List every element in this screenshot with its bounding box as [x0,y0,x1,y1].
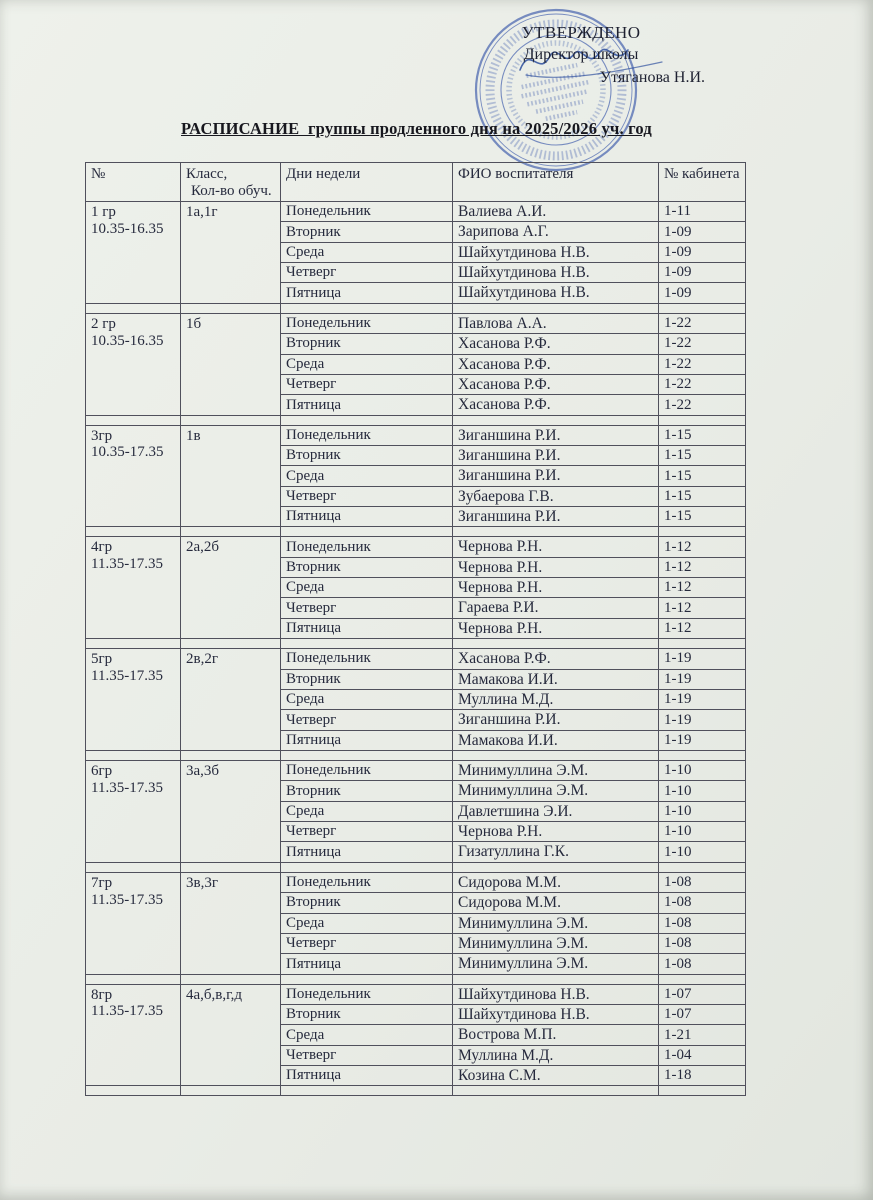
room-cell: 1-22 [659,395,746,415]
day-cell: Понедельник [281,313,453,333]
room-cell: 1-08 [659,893,746,913]
teacher-cell: Минимуллина Э.М. [453,760,659,780]
group-separator-row [86,527,746,537]
room-cell: 1-08 [659,954,746,974]
room-cell: 1-10 [659,781,746,801]
teacher-cell: Чернова Р.Н. [453,618,659,638]
room-cell: 1-10 [659,822,746,842]
schedule-row [86,649,746,669]
group-class-cell: 3в,3г [181,872,281,974]
group-time: 11.35-17.35 [91,556,163,573]
teacher-cell: Валиева А.И. [453,202,659,222]
room-cell: 1-21 [659,1025,746,1045]
teacher-cell: Шайхутдинова Н.В. [453,283,659,303]
group-time: 11.35-17.35 [91,891,163,908]
group-label: 6гр [91,762,113,779]
room-cell: 1-10 [659,760,746,780]
teacher-cell: Зиганшина Р.И. [453,710,659,730]
teacher-cell: Зубаерова Г.В. [453,486,659,506]
teacher-cell: Шайхутдинова Н.В. [453,263,659,283]
teacher-cell: Гизатуллина Г.К. [453,842,659,862]
header-class-line1: Класс, [186,166,228,182]
group-class-cell: 1а,1г [181,202,281,304]
group-separator-row [86,1086,746,1096]
day-cell: Среда [281,1025,453,1045]
day-cell: Понедельник [281,425,453,445]
approval-director-title: Директор школы [523,46,639,63]
day-cell: Понедельник [281,649,453,669]
schedule-row [86,537,746,557]
day-cell: Пятница [281,842,453,862]
room-cell: 1-04 [659,1045,746,1065]
room-cell: 1-09 [659,222,746,242]
day-cell: Пятница [281,954,453,974]
teacher-cell: Минимуллина Э.М. [453,933,659,953]
room-cell: 1-22 [659,354,746,374]
group-label: 5гр [91,651,113,668]
teacher-cell: Минимуллина Э.М. [453,954,659,974]
room-cell: 1-08 [659,933,746,953]
schedule-row [86,760,746,780]
day-cell: Пятница [281,283,453,303]
teacher-cell: Чернова Р.Н. [453,557,659,577]
group-separator-row [86,415,746,425]
group-class-cell: 1б [181,313,281,415]
group-label: 8гр [91,986,113,1003]
schedule-row [86,425,746,445]
header-class [181,163,281,202]
schedule-table [85,162,746,1096]
room-cell: 1-15 [659,486,746,506]
day-cell: Понедельник [281,760,453,780]
teacher-cell: Зарипова А.Г. [453,222,659,242]
group-label: 2 гр [91,315,116,332]
teacher-cell: Шайхутдинова Н.В. [453,242,659,262]
schedule-row [86,984,746,1004]
room-cell: 1-12 [659,537,746,557]
teacher-cell: Хасанова Р.Ф. [453,354,659,374]
room-cell: 1-10 [659,842,746,862]
teacher-cell: Мамакова И.И. [453,730,659,750]
group-number-cell [86,649,181,751]
group-class-cell: 2в,2г [181,649,281,751]
room-cell: 1-15 [659,425,746,445]
day-cell: Пятница [281,618,453,638]
group-time: 11.35-17.35 [91,667,163,684]
day-cell: Четверг [281,1045,453,1065]
schedule-row [86,202,746,222]
room-cell: 1-19 [659,649,746,669]
group-label: 3гр [91,427,113,444]
group-class-cell: 3а,3б [181,760,281,862]
day-cell: Четверг [281,263,453,283]
day-cell: Понедельник [281,202,453,222]
group-time: 11.35-17.35 [91,1003,163,1020]
day-cell: Пятница [281,395,453,415]
room-cell: 1-22 [659,334,746,354]
day-cell: Вторник [281,669,453,689]
schedule-row [86,313,746,333]
group-time: 10.35-16.35 [91,220,164,237]
room-cell: 1-08 [659,913,746,933]
teacher-cell: Чернова Р.Н. [453,537,659,557]
teacher-cell: Зиганшина Р.И. [453,445,659,465]
group-number-cell [86,313,181,415]
day-cell: Четверг [281,933,453,953]
room-cell: 1-09 [659,263,746,283]
table-header-row [86,163,746,202]
teacher-cell: Сидорова М.М. [453,893,659,913]
room-cell: 1-22 [659,374,746,394]
teacher-cell: Зиганшина Р.И. [453,466,659,486]
group-label: 4гр [91,539,113,556]
teacher-cell: Сидорова М.М. [453,872,659,892]
day-cell: Четверг [281,598,453,618]
room-cell: 1-15 [659,466,746,486]
group-number-cell [86,425,181,527]
teacher-cell: Чернова Р.Н. [453,822,659,842]
group-number-cell [86,872,181,974]
day-cell: Пятница [281,1066,453,1086]
group-separator-row [86,750,746,760]
day-cell: Понедельник [281,984,453,1004]
group-label: 7гр [91,874,113,891]
group-separator-row [86,974,746,984]
group-number-cell [86,202,181,304]
day-cell: Среда [281,578,453,598]
room-cell: 1-11 [659,202,746,222]
room-cell: 1-07 [659,1004,746,1024]
day-cell: Вторник [281,445,453,465]
room-cell: 1-12 [659,618,746,638]
group-time: 10.35-16.35 [91,332,164,349]
day-cell: Среда [281,354,453,374]
group-number-cell [86,760,181,862]
teacher-cell: Хасанова Р.Ф. [453,649,659,669]
group-time: 10.35-17.35 [91,444,164,461]
room-cell: 1-19 [659,710,746,730]
teacher-cell: Козина С.М. [453,1066,659,1086]
day-cell: Четверг [281,374,453,394]
schedule-table-body [86,202,746,1096]
teacher-cell: Хасанова Р.Ф. [453,374,659,394]
approval-approved-label: УТВЕРЖДЕНО [521,23,641,42]
room-cell: 1-19 [659,689,746,709]
header-number: № [86,163,181,202]
day-cell: Четверг [281,486,453,506]
day-cell: Вторник [281,1004,453,1024]
room-cell: 1-19 [659,669,746,689]
teacher-cell: Шайхутдинова Н.В. [453,984,659,1004]
room-cell: 1-18 [659,1066,746,1086]
day-cell: Среда [281,466,453,486]
day-cell: Вторник [281,781,453,801]
room-cell: 1-12 [659,557,746,577]
header-room: № кабинета [659,163,746,202]
group-class-cell: 4а,б,в,г,д [181,984,281,1086]
room-cell: 1-12 [659,598,746,618]
teacher-cell: Минимуллина Э.М. [453,781,659,801]
teacher-cell: Муллина М.Д. [453,1045,659,1065]
day-cell: Вторник [281,222,453,242]
group-separator-row [86,303,746,313]
room-cell: 1-09 [659,242,746,262]
teacher-cell: Давлетшина Э.И. [453,801,659,821]
group-separator-row [86,862,746,872]
day-cell: Пятница [281,730,453,750]
room-cell: 1-22 [659,313,746,333]
group-separator-row [86,639,746,649]
day-cell: Среда [281,913,453,933]
group-label: 1 гр [91,204,116,220]
header-days: Дни недели [281,163,453,202]
header-teacher: ФИО воспитателя [453,163,659,202]
teacher-cell: Зиганшина Р.И. [453,425,659,445]
teacher-cell: Минимуллина Э.М. [453,913,659,933]
room-cell: 1-09 [659,283,746,303]
teacher-cell: Вострова М.П. [453,1025,659,1045]
day-cell: Среда [281,242,453,262]
document-title: РАСПИСАНИЕ группы продленного дня на 2025/2026 уч. год [181,119,652,138]
group-class-cell: 2а,2б [181,537,281,639]
header-class-line2: Кол-во обуч. [191,182,272,199]
group-number-cell [86,984,181,1086]
teacher-cell: Зиганшина Р.И. [453,507,659,527]
day-cell: Вторник [281,893,453,913]
teacher-cell: Мамакова И.И. [453,669,659,689]
day-cell: Среда [281,801,453,821]
group-number-cell [86,537,181,639]
group-class-cell: 1в [181,425,281,527]
room-cell: 1-07 [659,984,746,1004]
schedule-row [86,872,746,892]
room-cell: 1-15 [659,445,746,465]
approval-block [455,22,707,89]
room-cell: 1-10 [659,801,746,821]
teacher-cell: Павлова А.А. [453,313,659,333]
teacher-cell: Муллина М.Д. [453,689,659,709]
teacher-cell: Хасанова Р.Ф. [453,395,659,415]
room-cell: 1-12 [659,578,746,598]
group-time: 11.35-17.35 [91,779,163,796]
room-cell: 1-08 [659,872,746,892]
room-cell: 1-19 [659,730,746,750]
teacher-cell: Чернова Р.Н. [453,578,659,598]
day-cell: Четверг [281,822,453,842]
day-cell: Понедельник [281,872,453,892]
day-cell: Вторник [281,557,453,577]
day-cell: Понедельник [281,537,453,557]
teacher-cell: Гараева Р.И. [453,598,659,618]
approval-director-name: Утяганова Н.И. [599,69,705,86]
teacher-cell: Хасанова Р.Ф. [453,334,659,354]
day-cell: Четверг [281,710,453,730]
day-cell: Среда [281,689,453,709]
day-cell: Вторник [281,334,453,354]
room-cell: 1-15 [659,507,746,527]
day-cell: Пятница [281,507,453,527]
teacher-cell: Шайхутдинова Н.В. [453,1004,659,1024]
